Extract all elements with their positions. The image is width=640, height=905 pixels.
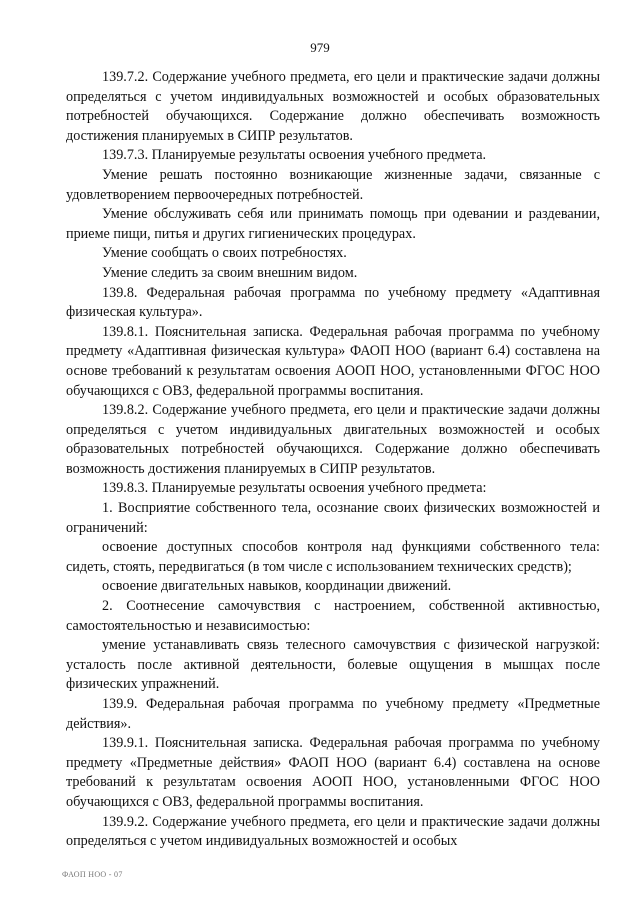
paragraph: 139.9.1. Пояснительная записка. Федеральная рабочая программа по учебному предмету «Предметные действия» ФАОП НОО (вариант 6.4) составлена на основе требований к результатам освоения АООП НОО, установленными ФГОС НОО обучающихся с ОВЗ, федеральной программы воспитания. [66, 735, 600, 810]
paragraph: 139.9. Федеральная рабочая программа по учебному предмету «Предметные действия». [66, 696, 600, 732]
paragraph: Умение сообщать о своих потребностях. [102, 245, 347, 262]
page-number: 979 [310, 40, 330, 55]
paragraph: умение устанавливать связь телесного самочувствия с физической нагрузкой: усталость после активной деятельности, болевые ощущения в мышцах после физических упражнений. [66, 637, 600, 693]
footer-code: ФАОП НОО - 07 [62, 870, 123, 879]
paragraph: Умение обслуживать себя или принимать помощь при одевании и раздевании, приеме пищи, питья и других гигиенических процедурах. [66, 206, 600, 242]
paragraph: Умение следить за своим внешним видом. [102, 264, 358, 281]
paragraph: освоение двигательных навыков, координации движений. [102, 578, 452, 595]
paragraph: 139.9.2. Содержание учебного предмета, его цели и практические задачи должны определяться с учетом индивидуальных возможностей и особых [66, 813, 600, 850]
paragraph: 2. Соотнесение самочувствия с настроением, собственной активностью, самостоятельностью и независимостью: [66, 598, 600, 634]
paragraph: 139.8. Федеральная рабочая программа по учебному предмету «Адаптивная физическая культура». [66, 284, 600, 321]
paragraph: 139.8.2. Содержание учебного предмета, его цели и практические задачи должны определяться с учетом индивидуальных двигательных возможностей и особых образовательных потребностей обучающихся. Содержание должно обеспечивать возможность достижения планируемых в СИПР результатов. [66, 402, 600, 477]
paragraph: 139.8.1. Пояснительная записка. Федеральная рабочая программа по учебному предмету «Адаптивная физическая культура» ФАОП НОО (вариант 6.4) составлена на основе требований к результатам освоения АООП НОО, установленными ФГОС НОО обучающихся с ОВЗ, федеральной программы воспитания. [66, 323, 600, 399]
paragraph: 139.7.2. Содержание учебного предмета, его цели и практические задачи должны определяться с учетом индивидуальных возможностей и особых образовательных потребностей обучающихся. Содержание должно обеспечивать возможность достижения планируемых в СИПР результатов. [66, 69, 600, 144]
paragraph: освоение доступных способов контроля над функциями собственного тела: сидеть, стоять, передвигаться (в том числе с использованием технических средств); [66, 539, 600, 575]
paragraph: 139.7.3. Планируемые результаты освоения учебного предмета. [102, 147, 487, 164]
document-body [66, 68, 600, 852]
paragraph: 139.8.3. Планируемые результаты освоения учебного предмета: [102, 480, 487, 497]
paragraph: 1. Восприятие собственного тела, осознание своих физических возможностей и ограничений: [66, 500, 600, 536]
paragraph: Умение решать постоянно возникающие жизненные задачи, связанные с удовлетворением первоочередных потребностей. [66, 166, 600, 203]
